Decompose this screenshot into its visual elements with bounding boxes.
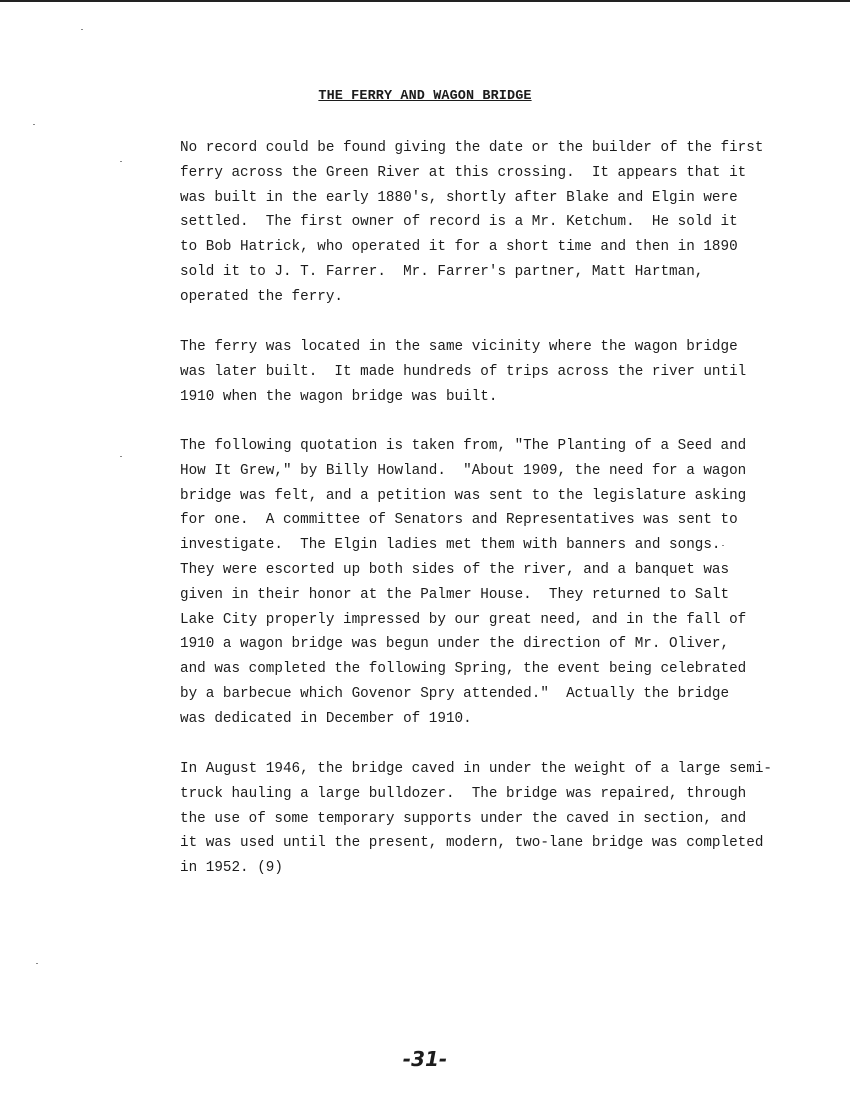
- top-edge-rule: [0, 0, 850, 2]
- scan-speck: [120, 161, 122, 162]
- text-line: 1910 when the wagon bridge was built.: [180, 388, 498, 405]
- text-line: the use of some temporary supports under the caved in section, and: [180, 810, 747, 827]
- paragraph-ferry-history: [180, 136, 780, 310]
- text-line: in 1952. (9): [180, 860, 283, 877]
- paragraph-ferry-location: [180, 335, 780, 409]
- text-line: it was used until the present, modern, two-lane bridge was completed: [180, 835, 764, 852]
- text-line: operated the ferry.: [180, 288, 344, 305]
- text-line: was built in the early 1880's, shortly after Blake and Elgin were: [180, 189, 738, 206]
- scan-speck: [33, 124, 35, 125]
- text-line: How It Grew," by Billy Howland. "About 1909, the need for a wagon: [180, 462, 747, 479]
- text-line: settled. The first owner of record is a Mr. Ketchum. He sold it: [180, 214, 738, 231]
- scan-speck: [81, 29, 83, 30]
- text-line: The ferry was located in the same vicinity where the wagon bridge: [180, 339, 738, 355]
- text-line: 1910 a wagon bridge was begun under the direction of Mr. Oliver,: [180, 636, 730, 653]
- text-line: was later built. It made hundreds of trips across the river until: [180, 363, 747, 380]
- text-line: investigate. The Elgin ladies met them with banners and songs.: [180, 537, 721, 554]
- scan-speck: [36, 963, 38, 964]
- text-line: and was completed the following Spring, the event being celebrated: [180, 661, 747, 678]
- text-line: In August 1946, the bridge caved in under the weight of a large semi-: [180, 761, 772, 777]
- scan-speck: [120, 456, 122, 457]
- text-line: No record could be found giving the date or the builder of the first: [180, 140, 764, 156]
- text-line: truck hauling a large bulldozer. The bridge was repaired, through: [180, 785, 747, 802]
- text-line: bridge was felt, and a petition was sent to the legislature asking: [180, 487, 747, 504]
- text-line: The following quotation is taken from, "The Planting of a Seed and: [180, 438, 747, 454]
- paragraph-quotation: [180, 434, 780, 732]
- text-line: They were escorted up both sides of the river, and a banquet was: [180, 561, 730, 578]
- page-number: -31-: [402, 1047, 448, 1071]
- text-line: given in their honor at the Palmer House. They returned to Salt: [180, 586, 730, 603]
- paragraph-bridge-collapse: [180, 757, 780, 881]
- text-line: ferry across the Green River at this crossing. It appears that it: [180, 164, 747, 181]
- text-line: Lake City properly impressed by our great need, and in the fall of: [180, 611, 747, 628]
- text-line: by a barbecue which Govenor Spry attended." Actually the bridge: [180, 685, 730, 702]
- text-line: to Bob Hatrick, who operated it for a short time and then in 1890: [180, 239, 738, 256]
- text-line: was dedicated in December of 1910.: [180, 710, 472, 727]
- text-line: for one. A committee of Senators and Representatives was sent to: [180, 512, 738, 529]
- text-line: sold it to J. T. Farrer. Mr. Farrer's partner, Matt Hartman,: [180, 263, 704, 280]
- document-title: THE FERRY AND WAGON BRIDGE: [318, 89, 532, 104]
